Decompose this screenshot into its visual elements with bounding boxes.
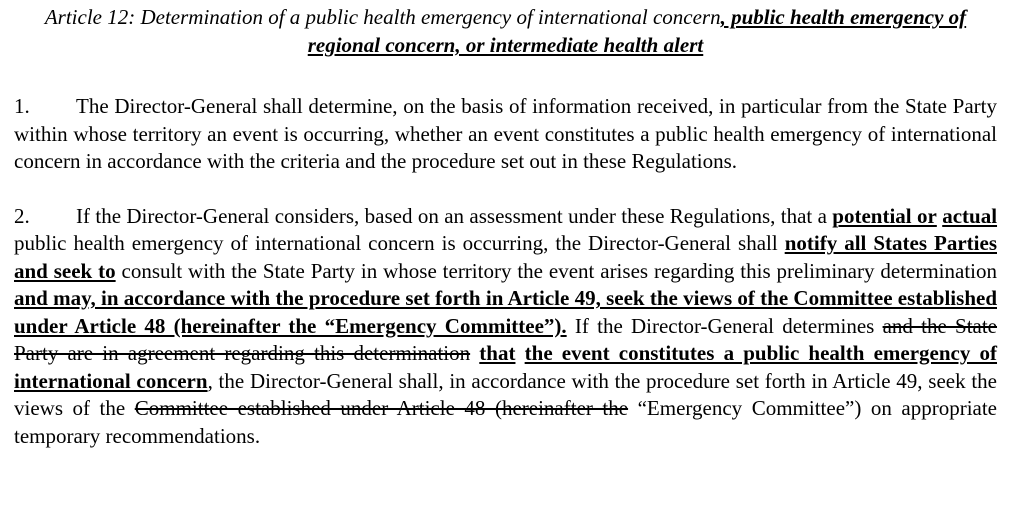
paragraph-2-text: consult with the State Party in whose territory the event arises regarding this preliminary determination <box>115 258 997 283</box>
paragraph-2-number: 2. <box>14 203 30 228</box>
paragraph-2-text: If the Director-General determines <box>566 313 883 338</box>
article-title <box>14 3 997 59</box>
inserted-text: notify all States Parties and seek to <box>14 231 997 283</box>
paragraph-2-text: If the Director-General considers, based on an assessment under these Regulations, that a <box>76 203 827 228</box>
paragraph-2-text: , the Director-General shall, in accordance with the procedure set forth in Article 49, seek the views of the <box>14 368 997 420</box>
inserted-text: that <box>479 341 516 365</box>
inserted-text: the event constitutes a public health emergency of international concern <box>14 341 998 393</box>
paragraph-2-text <box>470 341 479 365</box>
paragraph-1-number: 1. <box>14 94 30 118</box>
inserted-text: and may, in accordance with the procedure set forth in Article 49, seek the views of the Committee established under Article 48 (hereinafter the “Emergency Committee”). <box>14 286 997 338</box>
paragraph-2 <box>14 203 997 451</box>
paragraph-1-text: The Director-General shall determine, on the basis of information received, in particular from the State Party within whose territory an event is occurring, whether an event constitutes a public health emergency of international concern in accordance with the criteria and the procedure set out in these Regulations. <box>14 94 997 173</box>
article-title-inserted-text: , public health emergency of regional concern, or intermediate health alert <box>307 5 967 57</box>
paragraph-2-text: “Emergency Committee”) on appropriate temporary recommendations. <box>14 396 998 448</box>
inserted-text: potential or <box>832 203 937 228</box>
deleted-text: and the State Party are in agreement regarding this determination <box>14 313 998 365</box>
article-title-original: Article 12: Determination of a public health emergency of international concern <box>44 5 721 29</box>
paragraph-2-text: public health emergency of international concern is occurring, the Director-General shall <box>14 231 785 255</box>
paragraph-2-text <box>515 341 524 365</box>
paragraph-1 <box>14 93 997 176</box>
inserted-text: actual <box>942 203 998 228</box>
deleted-text: Committee established under Article 48 (hereinafter the <box>134 396 629 420</box>
